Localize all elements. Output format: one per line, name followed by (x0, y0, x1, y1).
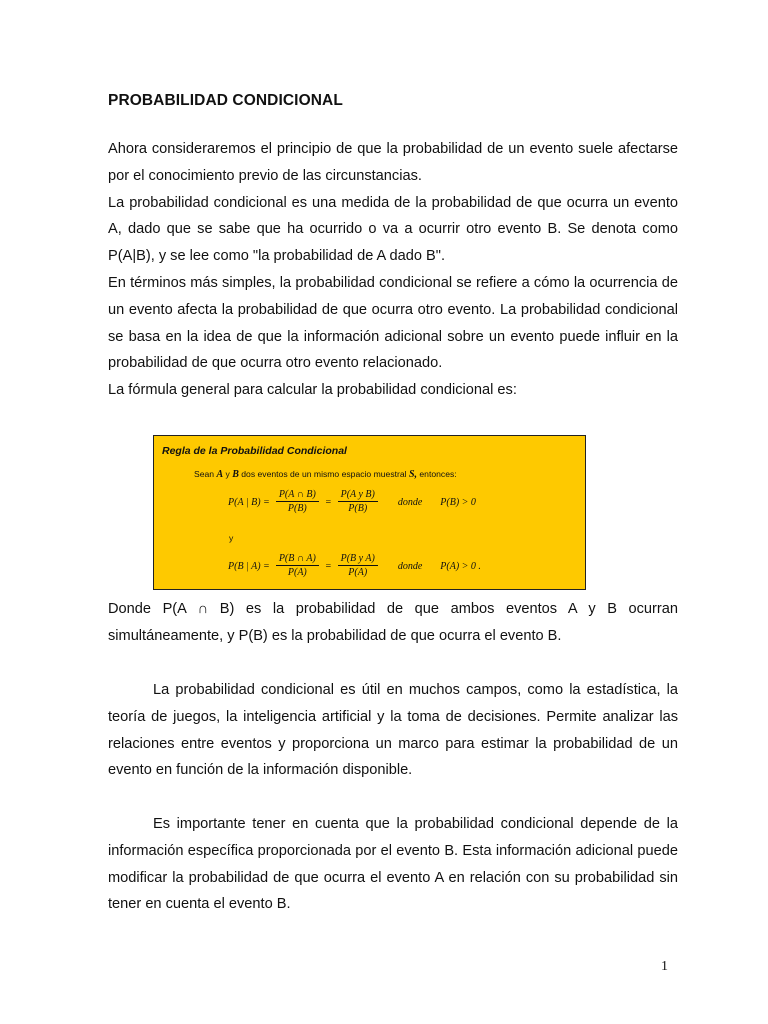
formula1-lhs: P(A | B) = (228, 496, 270, 508)
formula-b-given-a (228, 552, 481, 580)
formula1-den1: P(B) (287, 503, 307, 514)
formula1-fraction1 (276, 488, 319, 516)
intro-pre: Sean (194, 469, 215, 479)
var-a: A (216, 469, 224, 480)
paragraph-formula-intro: La fórmula general para calcular la probabilidad condicional es: (108, 382, 517, 399)
formula1-equals: = (324, 496, 332, 508)
conditional-probability-rule-box (153, 435, 586, 590)
rule-box-title: Regla de la Probabilidad Condicional (162, 445, 347, 457)
formula-connector: y (229, 533, 234, 543)
importance-text-block (108, 811, 678, 918)
var-b: B (232, 469, 239, 480)
var-s: S, (408, 469, 418, 480)
formula2-num1: P(B ∩ A) (276, 552, 319, 566)
formula1-num1: P(A ∩ B) (276, 488, 319, 502)
paragraph-donde: Donde P(A ∩ B) es la probabilidad de que ambos eventos A y B ocurran simultáneamente, y P(B) es la probabilidad de que ocurra el evento B. (108, 601, 678, 644)
formula2-num2: P(B y A) (338, 552, 378, 566)
paragraph-importance: Es importante tener en cuenta que la probabilidad condicional depende de la información específica proporcionada por el evento B. Esta información adicional puede modificar la probabilidad de que ocurra el evento A en relación con su probabilidad sin tener en cuenta el evento B. (108, 816, 678, 913)
formula2-donde: donde (397, 560, 423, 572)
formula1-den2: P(B) (348, 503, 368, 514)
formula2-equals: = (324, 560, 332, 572)
intro-text-block (108, 136, 678, 404)
formula1-donde: donde (397, 496, 423, 508)
formula2-den2: P(A) (348, 567, 368, 578)
intro-y: y (225, 469, 230, 479)
formula2-condition: P(A) > 0 . (440, 560, 481, 572)
explanation-text-block (108, 596, 678, 650)
formula1-fraction2 (338, 488, 378, 516)
uses-text-block (108, 677, 678, 784)
formula2-fraction2 (338, 552, 378, 580)
formula-a-given-b (228, 488, 476, 516)
paragraph-intro: Ahora consideraremos el principio de que la probabilidad de un evento suele afectarse por el conocimiento previo de las circunstancias. (108, 141, 678, 184)
paragraph-uses: La probabilidad condicional es útil en muchos campos, como la estadística, la teoría de juegos, la inteligencia artificial y la toma de decisiones. Permite analizar las relaciones entre eventos y proporciona un marco para estimar la probabilidad de un evento en función de la información disponible. (108, 682, 678, 779)
page-number: 1 (661, 959, 668, 974)
rule-box-intro (194, 469, 457, 480)
formula1-condition: P(B) > 0 (440, 496, 476, 508)
formula1-num2: P(A y B) (338, 488, 378, 502)
intro-mid: dos eventos de un mismo espacio muestral (241, 469, 407, 479)
formula2-lhs: P(B | A) = (228, 560, 270, 572)
paragraph-simple-terms: En términos más simples, la probabilidad condicional se refiere a cómo la ocurrencia de un evento afecta la probabilidad de que ocurra otro evento. La probabilidad condicional se basa en la idea de que la información adicional sobre un evento puede influir en la probabilidad de que ocurra otro evento relacionado. (108, 274, 678, 372)
formula2-den1: P(A) (287, 567, 307, 578)
intro-post: entonces: (419, 469, 457, 479)
paragraph-definition: La probabilidad condicional es una medida de la probabilidad de que ocurra un evento A, dado que se sabe que ha ocurrido o va a ocurrir otro evento B. Se denota como P(A|B), y se lee como "la probabilidad de A dado B". (108, 194, 678, 265)
formula2-fraction1 (276, 552, 319, 580)
page-title: PROBABILIDAD CONDICIONAL (108, 92, 343, 109)
